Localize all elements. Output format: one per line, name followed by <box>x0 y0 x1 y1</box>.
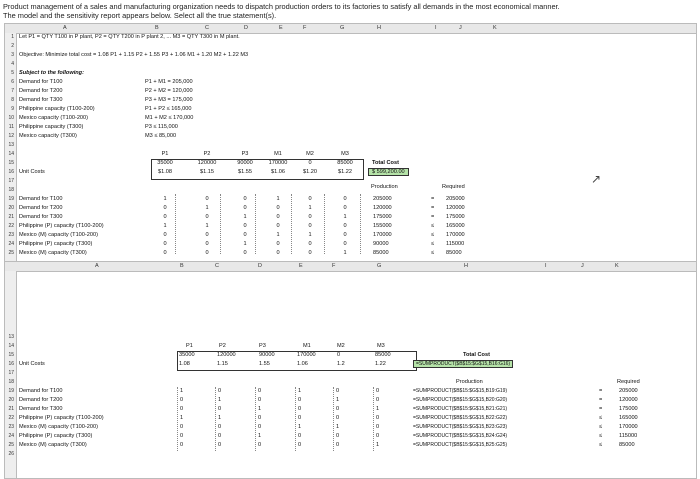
var-value[interactable]: 35000 <box>157 160 173 166</box>
coef[interactable]: 1 <box>258 433 262 439</box>
production-value[interactable]: 90000 <box>373 241 389 247</box>
var-value[interactable]: 0 <box>337 352 341 358</box>
constraint-label[interactable]: Philippine capacity (T100-200) <box>19 106 95 112</box>
coef[interactable]: 0 <box>205 241 209 247</box>
required-header: Required <box>617 379 640 385</box>
coef[interactable]: 0 <box>308 196 312 202</box>
coef[interactable]: 0 <box>336 442 340 448</box>
unit-cost[interactable]: 1.2 <box>337 361 345 367</box>
constraint-label[interactable]: Demand for T300 <box>19 97 63 103</box>
row-number[interactable]: 3 <box>11 52 14 58</box>
coef[interactable]: 0 <box>243 205 247 211</box>
constraint-sign: = <box>599 388 603 394</box>
coef[interactable]: 0 <box>180 406 184 412</box>
column-separator <box>373 387 374 451</box>
coef[interactable]: 0 <box>218 433 222 439</box>
required-value[interactable]: 165000 <box>619 415 638 421</box>
coef[interactable]: 0 <box>276 223 280 229</box>
constraint-sign: ≤ <box>431 250 435 256</box>
var-value[interactable]: 170000 <box>268 160 288 166</box>
coef[interactable]: 1 <box>336 424 340 430</box>
production-formula[interactable]: =SUMPRODUCT($B$15:$G$15,B21:G21) <box>413 406 508 412</box>
coef[interactable]: 1 <box>218 415 222 421</box>
var-name: P1 <box>186 343 193 349</box>
row-number[interactable]: 23 <box>8 424 14 430</box>
production-formula[interactable]: =SUMPRODUCT($B$15:$G$15,B23:G23) <box>413 424 508 430</box>
col-g[interactable]: G <box>340 25 345 31</box>
coef[interactable]: 0 <box>258 415 262 421</box>
row-number[interactable]: 20 <box>8 205 14 211</box>
constraint-row-label[interactable]: Philippine (P) capacity (T100-200) <box>19 415 104 421</box>
row-number[interactable]: 18 <box>8 379 14 385</box>
coef[interactable]: 0 <box>205 232 209 238</box>
constraint-sign: ≤ <box>431 223 435 229</box>
coef[interactable]: 0 <box>376 424 380 430</box>
coef[interactable]: 0 <box>276 241 280 247</box>
total-cost-value[interactable]: $ 599,200.00 <box>368 168 409 176</box>
mouse-pointer-icon: ↗ <box>591 172 602 186</box>
coef[interactable]: 0 <box>163 241 167 247</box>
row-number[interactable]: 1 <box>11 34 14 40</box>
coef[interactable]: 1 <box>276 196 280 202</box>
row-number[interactable]: 13 <box>8 334 14 340</box>
col-a[interactable]: A <box>63 25 67 31</box>
coef[interactable]: 0 <box>218 442 222 448</box>
row-number[interactable]: 22 <box>8 415 14 421</box>
coef[interactable]: 0 <box>308 214 312 220</box>
var-name: P2 <box>203 151 211 157</box>
constraint-expr[interactable]: P1 + P2 ≤ 165,000 <box>145 106 192 112</box>
spreadsheet-model <box>4 23 697 263</box>
coef[interactable]: 0 <box>376 397 380 403</box>
col-d[interactable]: D <box>258 263 262 269</box>
coef[interactable]: 0 <box>205 250 209 256</box>
constraint-sign: ≤ <box>431 241 435 247</box>
row-number[interactable]: 16 <box>8 169 14 175</box>
production-formula[interactable]: =SUMPRODUCT($B$15:$G$15,B24:G24) <box>413 433 508 439</box>
coef[interactable]: 0 <box>376 415 380 421</box>
production-formula[interactable]: =SUMPRODUCT($B$15:$G$15,B19:G19) <box>413 388 508 394</box>
coef[interactable]: 0 <box>343 241 347 247</box>
coef[interactable]: 0 <box>180 397 184 403</box>
column-separator <box>295 387 296 451</box>
constraint-sign: = <box>431 196 435 202</box>
unit-cost[interactable]: $1.06 <box>271 169 285 175</box>
coef[interactable]: 1 <box>308 232 312 238</box>
constraint-row-label[interactable]: Mexico (M) capacity (T300) <box>19 250 87 256</box>
column-separator <box>215 387 216 451</box>
row-number[interactable]: 5 <box>11 70 14 76</box>
col-b[interactable]: B <box>155 25 159 31</box>
coef[interactable]: 0 <box>243 250 247 256</box>
coef[interactable]: 0 <box>276 205 280 211</box>
coef[interactable]: 0 <box>336 406 340 412</box>
required-value[interactable]: 120000 <box>446 205 465 211</box>
constraint-sign: = <box>599 397 603 403</box>
coef[interactable]: 1 <box>180 415 184 421</box>
column-separator <box>220 194 221 254</box>
coef[interactable]: 0 <box>205 214 209 220</box>
coef[interactable]: 0 <box>163 214 167 220</box>
var-value[interactable]: 90000 <box>259 352 275 358</box>
coef[interactable]: 0 <box>298 397 302 403</box>
row-number[interactable]: 9 <box>11 106 14 112</box>
required-value[interactable]: 170000 <box>619 424 638 430</box>
constraint-row-label[interactable]: Mexico (M) capacity (T300) <box>19 442 87 448</box>
col-f[interactable]: F <box>332 263 336 269</box>
var-name: P1 <box>161 151 169 157</box>
required-value[interactable]: 115000 <box>619 433 638 439</box>
production-formula[interactable]: =SUMPRODUCT($B$15:$G$15,B25:G25) <box>413 442 508 448</box>
var-name: P3 <box>241 151 249 157</box>
coef[interactable]: 0 <box>343 196 347 202</box>
coef[interactable]: 0 <box>343 223 347 229</box>
required-value[interactable]: 205000 <box>446 196 465 202</box>
row-number[interactable]: 26 <box>8 451 14 457</box>
unit-cost[interactable]: $1.55 <box>238 169 252 175</box>
col-e[interactable]: E <box>299 263 303 269</box>
var-name: M1 <box>274 151 282 157</box>
coef[interactable]: 0 <box>218 388 222 394</box>
constraint-sign: ≤ <box>599 415 603 421</box>
coef[interactable]: 0 <box>308 250 312 256</box>
coef[interactable]: 0 <box>298 442 302 448</box>
coef[interactable]: 0 <box>276 214 280 220</box>
coef[interactable]: 1 <box>205 223 209 229</box>
coef[interactable]: 1 <box>258 406 262 412</box>
required-value[interactable]: 85000 <box>619 442 635 448</box>
coef[interactable]: 1 <box>163 196 167 202</box>
constraint-row-label[interactable]: Philippine (P) capacity (T300) <box>19 241 93 247</box>
production-value[interactable]: 170000 <box>373 232 392 238</box>
question-line-1: Product management of a sales and manufacturing organization needs to dispatch production orders to its factories to satisfy all demands in the most economical manner. <box>3 2 560 11</box>
row-number[interactable]: 23 <box>8 232 14 238</box>
column-separator <box>255 387 256 451</box>
unit-cost[interactable]: 1.15 <box>217 361 228 367</box>
coef[interactable]: 0 <box>180 433 184 439</box>
constraint-sign: = <box>599 406 603 412</box>
coef[interactable]: 0 <box>218 424 222 430</box>
unit-cost[interactable]: 1.06 <box>297 361 308 367</box>
coef[interactable]: 1 <box>336 397 340 403</box>
coef[interactable]: 0 <box>336 415 340 421</box>
constraint-expr[interactable]: P2 + M2 = 120,000 <box>145 88 193 94</box>
coef[interactable]: 0 <box>308 241 312 247</box>
col-b[interactable]: B <box>180 263 184 269</box>
coef[interactable]: 0 <box>298 406 302 412</box>
var-name: P2 <box>219 343 226 349</box>
row-number[interactable]: 2 <box>11 43 14 49</box>
coef[interactable]: 0 <box>163 250 167 256</box>
col-k[interactable]: K <box>615 263 619 269</box>
col-f[interactable]: F <box>303 25 307 31</box>
production-value[interactable]: 85000 <box>373 250 389 256</box>
column-header-bar <box>5 24 696 34</box>
coef[interactable]: 0 <box>180 442 184 448</box>
constraint-row-label[interactable]: Demand for T300 <box>19 214 63 220</box>
constraint-row-label[interactable]: Demand for T100 <box>19 196 63 202</box>
constraint-label[interactable]: Mexico capacity (T100-200) <box>19 115 89 121</box>
row-number[interactable]: 18 <box>8 187 14 193</box>
var-value[interactable]: 85000 <box>337 160 353 166</box>
required-value[interactable]: 175000 <box>619 406 638 412</box>
production-value[interactable]: 120000 <box>373 205 392 211</box>
question-line-2: The model and the sensitivity report appears below. Select all the true statement(s). <box>3 11 277 20</box>
constraint-expr[interactable]: P3 ≤ 115,000 <box>145 124 178 130</box>
coef[interactable]: 1 <box>343 214 347 220</box>
var-value[interactable]: 35000 <box>179 352 195 358</box>
row-number[interactable]: 6 <box>11 79 14 85</box>
unit-cost[interactable]: $1.08 <box>158 169 172 175</box>
unit-cost[interactable]: 1.55 <box>259 361 270 367</box>
coef[interactable]: 0 <box>258 388 262 394</box>
constraint-row-label[interactable]: Mexico (M) capacity (T100-200) <box>19 232 98 238</box>
row-number[interactable]: 25 <box>8 250 14 256</box>
coef[interactable]: 0 <box>258 397 262 403</box>
row-number[interactable]: 21 <box>8 406 14 412</box>
column-separator <box>333 387 334 451</box>
coef[interactable]: 0 <box>336 433 340 439</box>
objective-text[interactable]: Objective: Minimize total cost = 1.08 P1 + 1.15 P2 + 1.55 P3 + 1.06 M1 + 1.20 M2 + 1.22 M3 <box>19 52 249 58</box>
production-value[interactable]: 175000 <box>373 214 392 220</box>
required-value[interactable]: 85000 <box>446 250 462 256</box>
var-value[interactable]: 120000 <box>217 352 236 358</box>
column-separator <box>324 194 325 254</box>
constraint-row-label[interactable]: Demand for T100 <box>19 388 63 394</box>
row-number[interactable]: 4 <box>11 61 14 67</box>
constraint-sign: ≤ <box>599 424 603 430</box>
col-h[interactable]: H <box>377 25 381 31</box>
col-c[interactable]: C <box>205 25 209 31</box>
constraint-row-label[interactable]: Philippine (P) capacity (T100-200) <box>19 223 104 229</box>
col-i[interactable]: I <box>545 263 547 269</box>
production-value[interactable]: 155000 <box>373 223 392 229</box>
row-number[interactable]: 12 <box>8 133 14 139</box>
coef[interactable]: 0 <box>180 424 184 430</box>
row-number[interactable]: 16 <box>8 361 14 367</box>
required-value[interactable]: 165000 <box>446 223 465 229</box>
production-header: Production <box>456 379 483 385</box>
var-value[interactable]: 85000 <box>375 352 391 358</box>
row-number[interactable]: 24 <box>8 433 14 439</box>
row-number[interactable]: 24 <box>8 241 14 247</box>
constraint-row-label[interactable]: Demand for T300 <box>19 406 63 412</box>
coef[interactable]: 0 <box>205 196 209 202</box>
row-number[interactable]: 17 <box>8 370 14 376</box>
var-name: M3 <box>377 343 385 349</box>
row-number[interactable]: 21 <box>8 214 14 220</box>
coef[interactable]: 1 <box>298 424 302 430</box>
constraint-row-label[interactable]: Demand for T200 <box>19 205 63 211</box>
coef[interactable]: 1 <box>180 388 184 394</box>
constraint-label[interactable]: Philippine capacity (T300) <box>19 124 84 130</box>
var-name: M1 <box>303 343 311 349</box>
constraint-row-label[interactable]: Philippine (P) capacity (T300) <box>19 433 93 439</box>
coef[interactable]: 1 <box>343 250 347 256</box>
unit-cost[interactable]: $1.15 <box>200 169 214 175</box>
row-number[interactable]: 8 <box>11 97 14 103</box>
constraint-label[interactable]: Demand for T200 <box>19 88 63 94</box>
var-value[interactable]: 120000 <box>197 160 217 166</box>
constraint-sign: = <box>431 214 435 220</box>
coef[interactable]: 1 <box>276 232 280 238</box>
col-j[interactable]: J <box>581 263 584 269</box>
coef[interactable]: 1 <box>205 205 209 211</box>
row-number[interactable]: 15 <box>8 352 14 358</box>
row-number[interactable]: 11 <box>8 124 14 130</box>
constraint-row-label[interactable]: Demand for T200 <box>19 397 63 403</box>
production-header: Production <box>371 184 398 190</box>
coef[interactable]: 1 <box>218 397 222 403</box>
coef[interactable]: 0 <box>218 406 222 412</box>
coef[interactable]: 0 <box>298 433 302 439</box>
unit-costs-label[interactable]: Unit Costs <box>19 169 45 175</box>
constraint-label[interactable]: Mexico capacity (T300) <box>19 133 77 139</box>
unit-cost[interactable]: 1.22 <box>375 361 386 367</box>
row-number[interactable]: 20 <box>8 397 14 403</box>
constraint-expr[interactable]: P3 + M3 = 175,000 <box>145 97 193 103</box>
required-value[interactable]: 170000 <box>446 232 465 238</box>
var-name: P3 <box>259 343 266 349</box>
coef[interactable]: 0 <box>276 250 280 256</box>
total-cost-formula[interactable]: =SUMPRODUCT($B$15:$G$15,B16:G16) <box>413 360 513 368</box>
production-formula[interactable]: =SUMPRODUCT($B$15:$G$15,B20:G20) <box>413 397 508 403</box>
row-number[interactable]: 14 <box>8 343 14 349</box>
coef[interactable]: 0 <box>258 442 262 448</box>
coef[interactable]: 0 <box>243 232 247 238</box>
column-separator <box>360 194 361 254</box>
subject-to-text[interactable]: Subject to the following: <box>19 70 84 76</box>
required-header: Required <box>442 184 465 190</box>
coef[interactable]: 0 <box>376 433 380 439</box>
total-cost-label: Total Cost <box>372 160 399 166</box>
row-number[interactable]: 10 <box>8 115 14 121</box>
unit-cost[interactable]: 1.08 <box>179 361 190 367</box>
coef[interactable]: 0 <box>163 232 167 238</box>
row-number[interactable]: 13 <box>8 142 14 148</box>
col-k[interactable]: K <box>493 25 497 31</box>
question-text <box>3 2 697 20</box>
constraint-expr[interactable]: M1 + M2 ≤ 170,000 <box>145 115 194 121</box>
col-g[interactable]: G <box>377 263 382 269</box>
coef[interactable]: 0 <box>163 205 167 211</box>
coef[interactable]: 0 <box>308 223 312 229</box>
coef[interactable]: 0 <box>243 196 247 202</box>
unit-costs-label[interactable]: Unit Costs <box>19 361 45 367</box>
spreadsheet-formulas <box>4 261 697 479</box>
row-number[interactable]: 17 <box>8 178 14 184</box>
constraint-expr[interactable]: M3 ≤ 85,000 <box>145 133 177 139</box>
coef[interactable]: 0 <box>336 388 340 394</box>
row-number[interactable]: 14 <box>8 151 14 157</box>
var-value[interactable]: 0 <box>308 160 312 166</box>
required-value[interactable]: 205000 <box>619 388 638 394</box>
row-number[interactable]: 7 <box>11 88 14 94</box>
constraint-sign: ≤ <box>431 232 435 238</box>
row-number[interactable]: 22 <box>8 223 14 229</box>
col-e[interactable]: E <box>279 25 283 31</box>
col-j[interactable]: J <box>459 25 462 31</box>
row-number[interactable]: 25 <box>8 442 14 448</box>
total-cost-label: Total Cost <box>463 352 490 358</box>
model-definition-text[interactable]: Let P1 = QTY T100 in P plant, P2 = QTY T200 in P plant 2, ... M3 = QTY T300 in M plant. <box>19 34 240 40</box>
row-number[interactable]: 15 <box>8 160 14 166</box>
constraint-expr[interactable]: P1 + M1 = 205,000 <box>145 79 193 85</box>
var-name: M2 <box>337 343 345 349</box>
coef[interactable]: 1 <box>243 241 247 247</box>
var-name: M2 <box>306 151 314 157</box>
required-value[interactable]: 175000 <box>446 214 465 220</box>
coef[interactable]: 1 <box>163 223 167 229</box>
production-formula[interactable]: =SUMPRODUCT($B$15:$G$15,B22:G22) <box>413 415 508 421</box>
row-number[interactable]: 19 <box>8 196 14 202</box>
var-value[interactable]: 90000 <box>237 160 253 166</box>
constraint-sign: = <box>431 205 435 211</box>
coef[interactable]: 0 <box>298 415 302 421</box>
coef[interactable]: 1 <box>243 214 247 220</box>
constraint-label[interactable]: Demand for T100 <box>19 79 63 85</box>
col-i[interactable]: I <box>435 25 437 31</box>
coef[interactable]: 0 <box>343 232 347 238</box>
coef[interactable]: 0 <box>343 205 347 211</box>
column-separator <box>177 387 178 451</box>
col-h[interactable]: H <box>464 263 468 269</box>
var-value[interactable]: 170000 <box>297 352 316 358</box>
coef[interactable]: 1 <box>308 205 312 211</box>
coef[interactable]: 1 <box>298 388 302 394</box>
unit-cost[interactable]: $1.20 <box>303 169 317 175</box>
production-value[interactable]: 205000 <box>373 196 392 202</box>
coef[interactable]: 1 <box>376 442 380 448</box>
col-a[interactable]: A <box>95 263 99 269</box>
constraint-row-label[interactable]: Mexico (M) capacity (T100-200) <box>19 424 98 430</box>
unit-cost[interactable]: $1.22 <box>338 169 352 175</box>
coef[interactable]: 0 <box>243 223 247 229</box>
column-header-bar <box>5 262 696 272</box>
required-value[interactable]: 115000 <box>446 241 465 247</box>
required-value[interactable]: 120000 <box>619 397 638 403</box>
row-number[interactable]: 19 <box>8 388 14 394</box>
col-d[interactable]: D <box>244 25 248 31</box>
constraint-sign: ≤ <box>599 433 603 439</box>
coef[interactable]: 0 <box>258 424 262 430</box>
constraint-sign: ≤ <box>599 442 603 448</box>
coef[interactable]: 0 <box>376 388 380 394</box>
var-name: M3 <box>341 151 349 157</box>
column-separator <box>291 194 292 254</box>
coef[interactable]: 1 <box>376 406 380 412</box>
decision-variable-box <box>151 159 364 180</box>
col-c[interactable]: C <box>215 263 219 269</box>
